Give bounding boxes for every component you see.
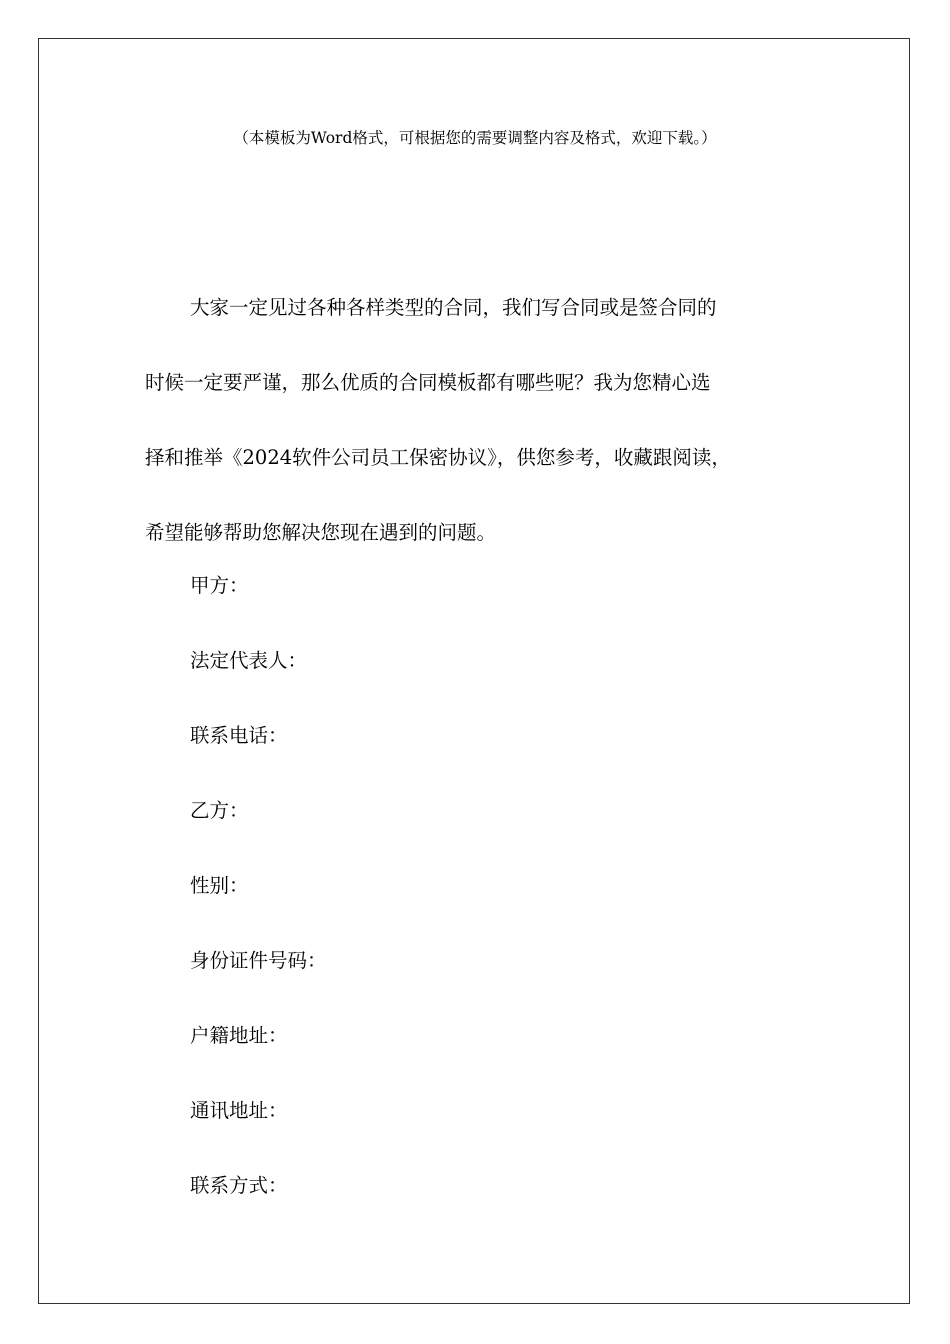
field-contact-phone: 联系电话：	[190, 724, 288, 747]
intro-paragraph	[145, 270, 810, 570]
field-id-number: 身份证件号码：	[190, 949, 327, 972]
field-legal-representative: 法定代表人：	[190, 649, 308, 672]
page-border	[38, 38, 910, 1304]
intro-line: 希望能够帮助您解决您现在遇到的问题。	[145, 521, 497, 544]
intro-line: 大家一定见过各种各样类型的合同，我们写合同或是签合同的	[190, 296, 717, 319]
field-household-address: 户籍地址：	[190, 1024, 288, 1047]
template-note: （本模板为Word格式，可根据您的需要调整内容及格式，欢迎下载。）	[233, 129, 717, 147]
field-party-b: 乙方：	[190, 799, 249, 822]
field-mailing-address: 通讯地址：	[190, 1099, 288, 1122]
field-gender: 性别：	[190, 874, 249, 897]
intro-line: 时候一定要严谨，那么优质的合同模板都有哪些呢？我为您精心选	[145, 371, 711, 394]
field-party-a: 甲方：	[190, 574, 249, 597]
field-contact-method: 联系方式：	[190, 1174, 288, 1197]
intro-line: 择和推举《2024软件公司员工保密协议》，供您参考，收藏跟阅读，	[145, 446, 731, 469]
